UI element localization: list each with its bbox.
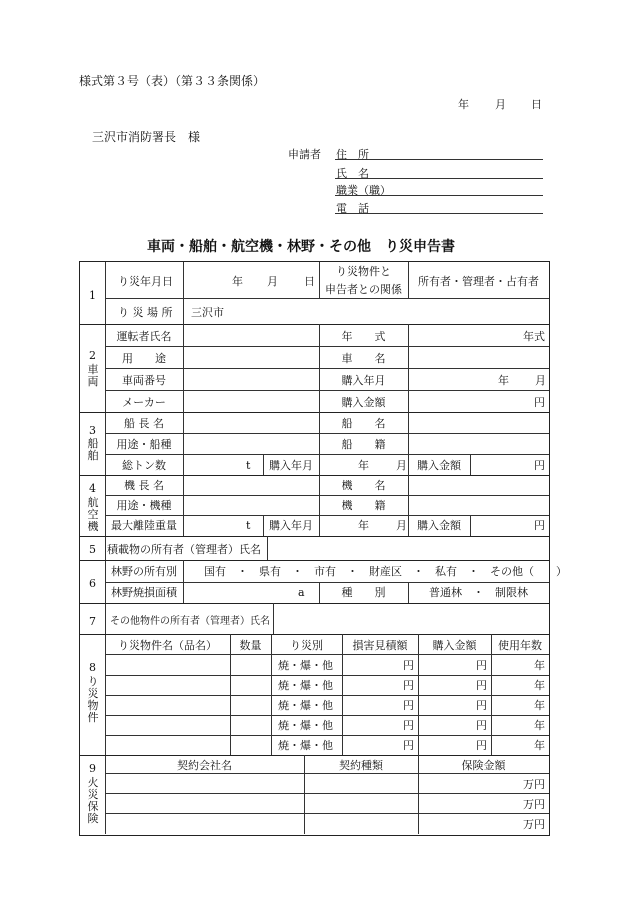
forest-type-options[interactable]: 普通林 ・ 制限林	[429, 586, 528, 599]
disaster-place-label: り 災 場 所	[118, 306, 173, 319]
form-number: 様式第３号（表）（第３３条関係）	[79, 74, 266, 88]
applicant-name-label: 氏 名	[336, 167, 369, 180]
report-form-table: 1 り災年月日 年 月 日 り災物件と 申告者との関係 所有者・管理者・占有者 り 災 場 所 三沢市 2 車両 運転者氏名 年 式 年式 用 途 車 名 車両番号 購入年月 年 月 メーカー 購入金額 円 3 船舶 船 長 名 船 名 用途・船種 船 籍 総トン数 t 購入年月 年 月 購入金額 円 4 航空機 機 長 名 機 名 用途・機種 機 籍 最大離陸重量 t 購入年月 年 月 購入金額 円 5 積載物の所有者（管理者）氏名 6 林野の所有別 国有 ・ 県有 ・ 市有 ・ 財産区 ・ 私有 ・ その他（ ） 林野焼損面積 a 種 別 普通林 ・ 制限林 7 その他物件の所有者（管理者）氏名 8 り災物件 り災物件名（品名） 数量 り災別 損害見積額 購入金額 使用年数 焼・爆・他 円 円 年 焼・爆・他 円 円 年 焼・爆・他 円 円 年 焼・爆・他 円 円 年 焼・爆・他 円 円 年 9 火災保険 契約会社名 契約種類 保険金額 万円 万円 万円	[79, 261, 550, 836]
applicant-address-label: 住 所	[336, 148, 369, 161]
forest-ownership-options[interactable]: 国有 ・ 県有 ・ 市有 ・ 財産区 ・ 私有 ・ その他（ ）	[204, 565, 567, 578]
relation-label: り災物件と	[336, 265, 391, 278]
section-8-side-label: り災物件	[87, 675, 99, 724]
applicant-occupation-label: 職業（職）	[336, 184, 391, 197]
number-column-divider	[105, 262, 106, 834]
addressee: 三沢市消防署長 様	[92, 130, 201, 144]
form-title: 車両・船舶・航空機・林野・その他 り災申告書	[147, 239, 455, 255]
section-2-side-label: 車両	[87, 363, 99, 388]
date-year: 年	[458, 98, 469, 111]
section-7-number: 7	[89, 615, 96, 628]
applicant-phone-label: 電 話	[336, 202, 369, 215]
section-9-number: 9	[89, 762, 96, 775]
date-day: 日	[531, 98, 542, 111]
section-3-number: 3	[89, 424, 96, 437]
section-6-number: 6	[89, 577, 96, 590]
section-3-side-label: 船舶	[87, 437, 99, 462]
section-4-side-label: 航空機	[87, 496, 99, 533]
section-1-number: 1	[89, 289, 96, 302]
section-4-number: 4	[89, 482, 96, 495]
section-9-side-label: 火災保険	[87, 776, 99, 825]
address-line[interactable]	[335, 159, 543, 160]
section-8-number: 8	[89, 661, 96, 674]
section-5-number: 5	[89, 543, 96, 556]
name-line[interactable]	[335, 178, 543, 179]
phone-line[interactable]	[335, 213, 543, 214]
applicant-label: 申請者	[288, 148, 321, 161]
section-2-number: 2	[89, 349, 96, 362]
date-month: 月	[495, 98, 506, 111]
relation-options[interactable]: 所有者・管理者・占有者	[418, 275, 539, 288]
disaster-date-label: り災年月日	[118, 275, 173, 288]
disaster-place-value: 三沢市	[191, 306, 224, 319]
cargo-owner-label: 積載物の所有者（管理者）氏名	[107, 543, 261, 556]
occupation-line[interactable]	[335, 195, 543, 196]
other-owner-label: その他物件の所有者（管理者）氏名	[110, 616, 270, 627]
